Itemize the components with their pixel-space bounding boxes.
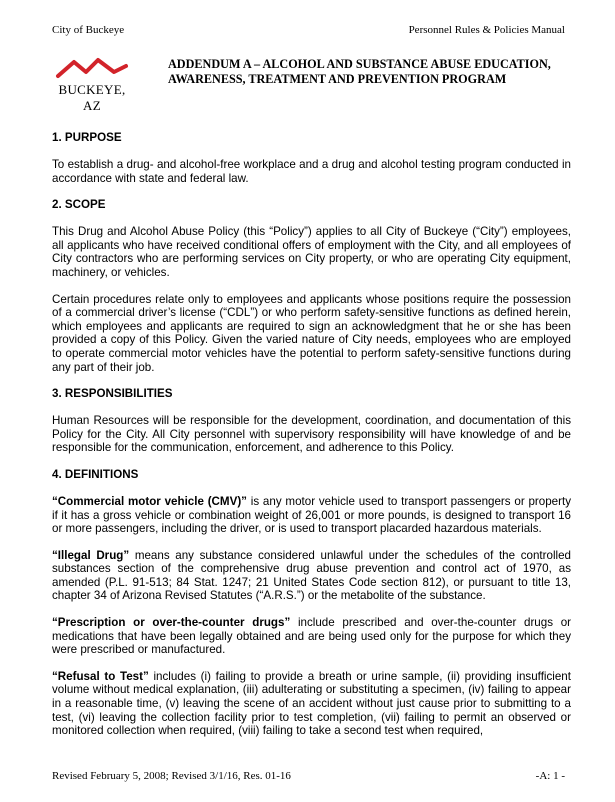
definition-term: “Illegal Drug” [52, 548, 130, 562]
page-title: ADDENDUM A – ALCOHOL AND SUBSTANCE ABUSE EDUCATION, AWARENESS, TREATMENT AND PREVENTION PROGRAM [168, 57, 551, 86]
paragraph-purpose: To establish a drug- and alcohol-free workplace and a drug and alcohol testing program conducted in accordance with state and federal law. [52, 158, 571, 185]
definition-text: is any motor vehicle used to transport passengers or property if it has a gross vehicle or combination weight of 26,001 or more pounds, is designed to transport 16 or more passengers, including the driver, or is used to transport placarded hazardous materials. [52, 494, 571, 536]
definition-text: means any substance considered unlawful under the schedules of the controlled substances section of the comprehensive drug abuse prevention and control act of 1970, as amended (P.L. 91-513; 84 Stat. 1247; 21 United States Code section 812), or pursuant to title 13, chapter 34 of Arizona Revised Statutes (“A.R.S.”) or the metabolite of the substance. [52, 548, 572, 603]
footer-page-number: -A: 1 - [535, 770, 565, 782]
section-heading-purpose: 1. PURPOSE [52, 131, 122, 144]
document-body [52, 131, 571, 738]
section-heading-scope: 2. SCOPE [52, 198, 106, 212]
paragraph-scope-2: Certain procedures relate only to employees and applicants whose positions require the possession of a commercial driver’s license (“CDL”) or who perform safety-sensitive functions as defined herein, which employees and applicants are required to sign an acknowledgment that he or she has been provided a copy of this Policy. Given the varied nature of City needs, employees who are employed to operate commercial motor vehicles have the potential to perform safety-sensitive functions during any part of their job. [52, 292, 571, 374]
header-city-name: City of Buckeye [52, 24, 125, 36]
definition-cmv [52, 495, 571, 536]
definition-term: “Commercial motor vehicle (CMV)” [52, 494, 247, 508]
definition-text: includes (i) failing to provide a breath or urine sample, (ii) providing insufficient volume without medical explanation, (iii) adulterating or substituting a specimen, (iv) failing to appear in a reasonable time, (v) leaving the scene of an accident without just cause prior to submitting to a test, (vi) leaving the collection facility prior to test completion, (vii) failing to permit an observed or monitored collection when required, (viii) failing to take a second test when required, [52, 669, 571, 738]
header-manual-title: Personnel Rules & Policies Manual [408, 24, 565, 36]
definition-term: “Refusal to Test” [52, 669, 149, 683]
definition-prescription-drugs [52, 616, 571, 657]
section-heading-definitions: 4. DEFINITIONS [52, 467, 139, 481]
definition-text: include prescribed and over-the-counter drugs or medications that have been legally obtained and are being used only for the purpose for which they were prescribed or manufactured. [52, 616, 571, 657]
footer-revision: Revised February 5, 2008; Revised 3/1/16, Res. 01-16 [52, 770, 291, 782]
paragraph-scope-1: This Drug and Alcohol Abuse Policy (this “Policy”) applies to all City of Buckeye (“City”) employees, all applicants who have received conditional offers of employment with the City, and all employees of City contractors who are performing services on City property, or who are operating City equipment, machinery, or vehicles. [52, 225, 571, 279]
paragraph-responsibilities: Human Resources will be responsible for the development, coordination, and documentation of this Policy for the City. All City personnel with supervisory responsibility will have knowledge of and be responsible for the communication, enforcement, and adherence to this Policy. [52, 414, 571, 455]
city-logo [52, 56, 132, 113]
definition-illegal-drug [52, 549, 571, 603]
section-heading-responsibilities: 3. RESPONSIBILITIES [52, 387, 173, 401]
definition-refusal-to-test [52, 670, 571, 738]
logo-text: BUCKEYE, AZ [58, 82, 126, 113]
definition-term: “Prescription or over-the-counter drugs” [52, 616, 291, 630]
mountains-logo-icon [52, 56, 132, 80]
